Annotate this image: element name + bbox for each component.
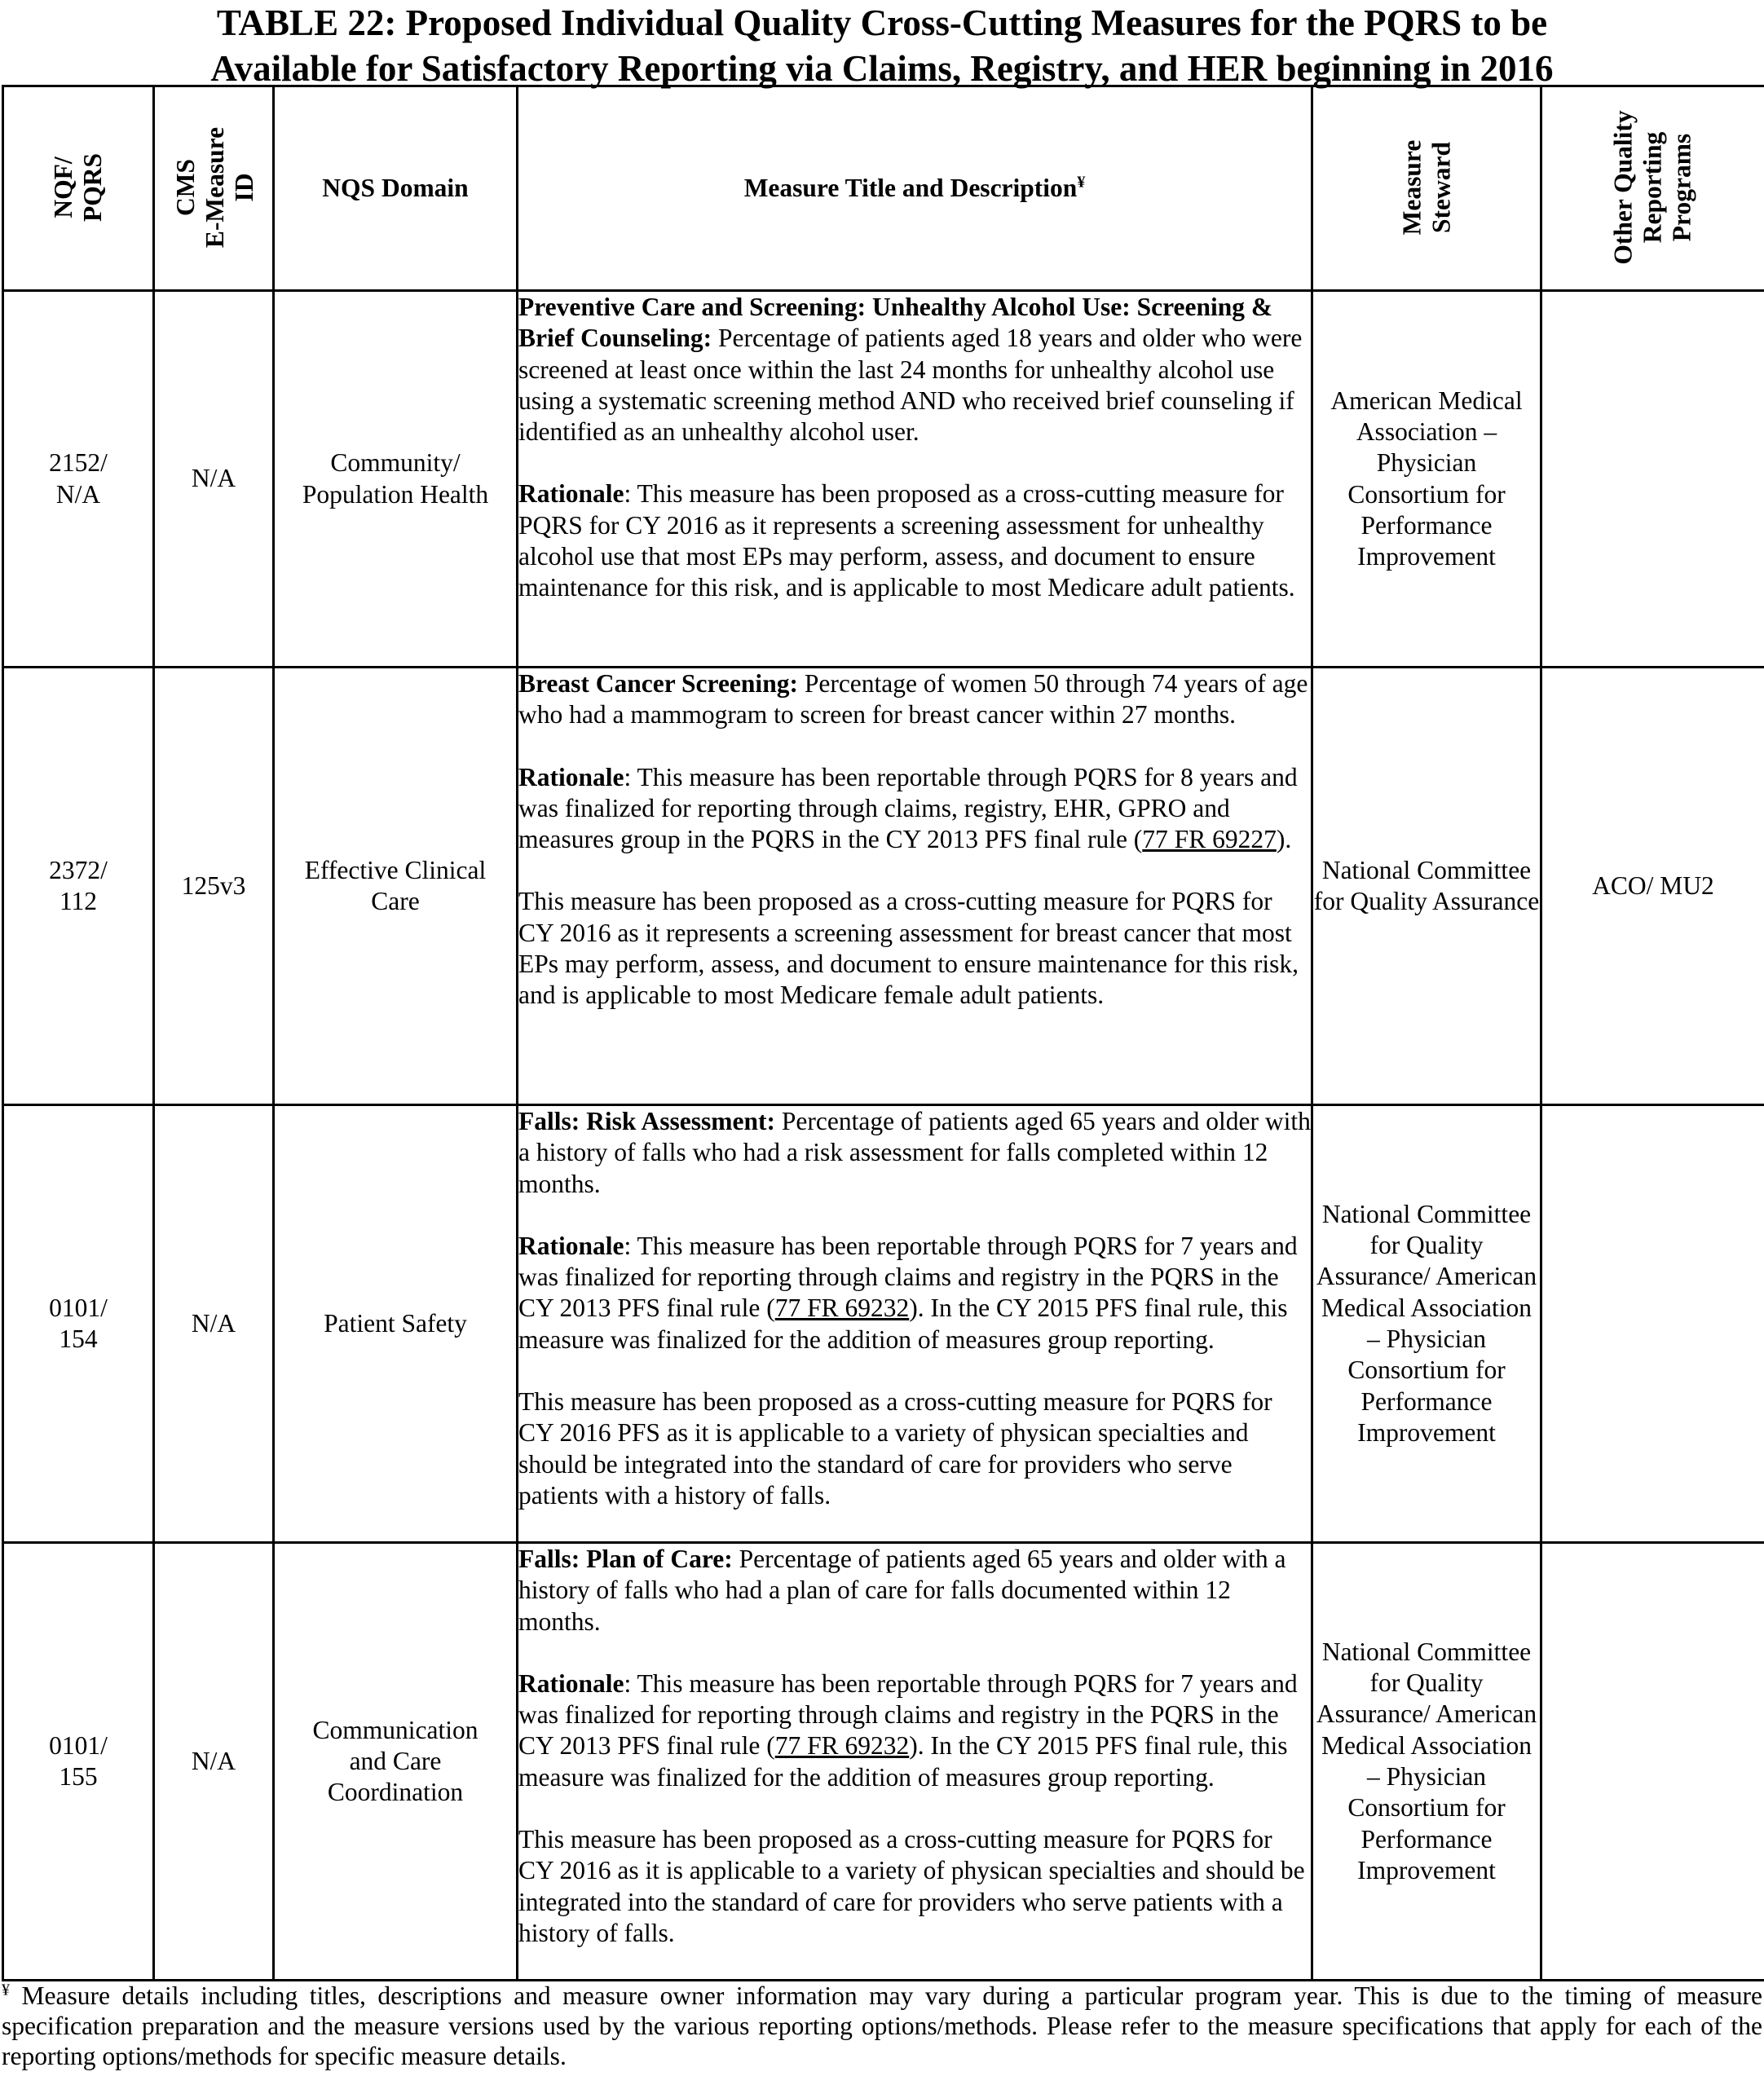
header-row [3, 86, 1764, 291]
other-programs-cell: ACO/ MU2 [1541, 668, 1764, 1105]
federal-register-citation: 77 FR 69232 [774, 1294, 910, 1323]
title-line-1: TABLE 22: Proposed Individual Quality Cross-Cutting Measures for the PQRS to be [216, 2, 1548, 43]
footnote-marker: ¥ [1077, 173, 1086, 192]
nqs-domain-cell: Effective Clinical Care [274, 668, 518, 1105]
nqf-pqrs-cell: 0101/ 155 [3, 1543, 154, 1981]
cms-id-cell: 125v3 [154, 668, 274, 1105]
measure-description-cell: Falls: Risk Assessment: Percentage of patients aged 65 years and older with a history of falls who had a risk assessment for falls completed within 12 months. Rationale: This measure has been reportable through PQRS for 7 years and was finalized for reporting through claims and registry in the PQRS in the CY 2013 PFS final rule (77 FR 69232). In the CY 2015 PFS final rule, this measure was finalized for the addition of measures group reporting. This measure has been proposed as a cross-cutting measure for PQRS for CY 2016 PFS as it is applicable to a variety of physican specialties and should be integrated into the standard of care for providers who serve patients with a history of falls. [518, 1105, 1312, 1543]
other-programs-cell [1541, 1543, 1764, 1981]
table-row [3, 1543, 1764, 1981]
measure-description-cell: Falls: Plan of Care: Percentage of patients aged 65 years and older with a history of falls who had a plan of care for falls documented within 12 months. Rationale: This measure has been reportable through PQRS for 7 years and was finalized for reporting through claims and registry in the PQRS in the CY 2013 PFS final rule (77 FR 69232). In the CY 2015 PFS final rule, this measure was finalized for the addition of measures group reporting. This measure has been proposed as a cross-cutting measure for PQRS for CY 2016 as it is applicable to a variety of physican specialties and should be integrated into the standard of care for providers who serve patients with a history of falls. [518, 1543, 1312, 1981]
nqf-pqrs-cell: 2152/ N/A [3, 291, 154, 668]
cms-id-cell: N/A [154, 1543, 274, 1981]
nqf-pqrs-cell: 0101/ 154 [3, 1105, 154, 1543]
cms-id-cell: N/A [154, 291, 274, 668]
cms-id-cell: N/A [154, 1105, 274, 1543]
table-footnote [2, 1981, 1762, 2071]
measure-steward-cell: American Medical Association – Physician Consortium for Performance Improvement [1312, 291, 1541, 668]
measure-steward-cell: National Committee for Quality Assurance [1312, 668, 1541, 1105]
footnote-symbol: ¥ [2, 1981, 10, 1999]
other-programs-cell [1541, 291, 1764, 668]
nqs-domain-cell: Communication and Care Coordination [274, 1543, 518, 1981]
nqs-domain-cell: Community/ Population Health [274, 291, 518, 668]
table-title [0, 0, 1764, 91]
header-measure-steward: Measure Steward [1312, 86, 1541, 291]
header-nqf-pqrs: NQF/ PQRS [3, 86, 154, 291]
nqf-pqrs-cell: 2372/ 112 [3, 668, 154, 1105]
measures-table [2, 85, 1764, 1981]
table-row [3, 1105, 1764, 1543]
measure-steward-cell: National Committee for Quality Assurance/ American Medical Association – Physician Consortium for Performance Improvement [1312, 1105, 1541, 1543]
nqs-domain-cell: Patient Safety [274, 1105, 518, 1543]
measure-steward-cell: National Committee for Quality Assurance/ American Medical Association – Physician Consortium for Performance Improvement [1312, 1543, 1541, 1981]
header-other-programs: Other Quality Reporting Programs [1541, 86, 1764, 291]
federal-register-citation: 77 FR 69232 [774, 1731, 910, 1761]
federal-register-citation: 77 FR 69227 [1142, 825, 1277, 854]
header-cms-emeasure-id: CMS E-Measure ID [154, 86, 274, 291]
measure-description-cell: Breast Cancer Screening: Percentage of women 50 through 74 years of age who had a mammogram to screen for breast cancer within 27 months. Rationale: This measure has been reportable through PQRS for 8 years and was finalized for reporting through claims, registry, EHR, GPRO and measures group in the PQRS in the CY 2013 PFS final rule (77 FR 69227). This measure has been proposed as a cross-cutting measure for PQRS for CY 2016 as it represents a screening assessment for breast cancer that most EPs may perform, assess, and document to ensure maintenance for this risk, and is applicable to most Medicare female adult patients. [518, 668, 1312, 1105]
header-measure-title: Measure Title and Description¥ [518, 86, 1312, 291]
header-nqs-domain: NQS Domain [274, 86, 518, 291]
table-row [3, 668, 1764, 1105]
other-programs-cell [1541, 1105, 1764, 1543]
table-row [3, 291, 1764, 668]
measure-description-cell: Preventive Care and Screening: Unhealthy Alcohol Use: Screening & Brief Counseling: Percentage of patients aged 18 years and older who were screened at least once within the last 24 months for unhealthy alcohol use using a systematic screening method AND who received brief counseling if identified as an unhealthy alcohol user. Rationale: This measure has been proposed as a cross-cutting measure for PQRS for CY 2016 as it represents a screening assessment for unhealthy alcohol use that most EPs may perform, assess, and document to ensure maintenance for this risk, and is applicable to most Medicare adult patients. [518, 291, 1312, 668]
footnote-text: Measure details including titles, descriptions and measure owner information may vary during a particular program year. This is due to the timing of measure specification preparation and the measure versions used by the various reporting options/methods. Please refer to the measure specifications that apply for each of the reporting options/methods for specific measure details. [2, 1981, 1762, 2070]
title-line-2: Available for Satisfactory Reporting via Claims, Registry, and HER beginning in 2016 [210, 48, 1554, 89]
